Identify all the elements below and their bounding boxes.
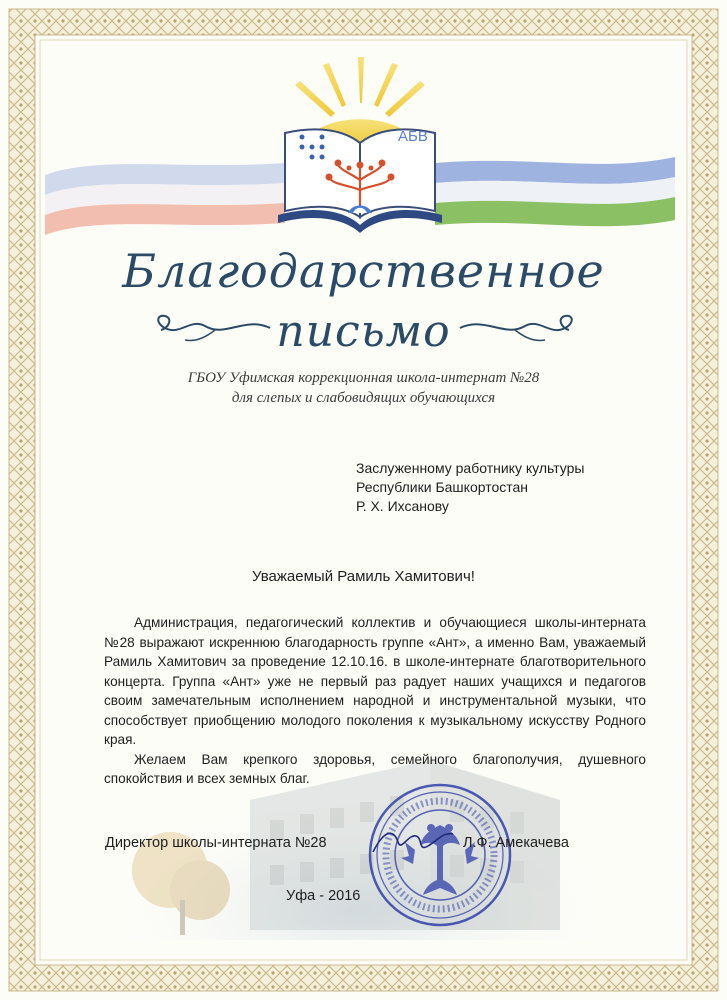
recipient-line-2: Республики Башкортостан: [356, 479, 529, 495]
recipient-line-3: Р. Х. Ихсанову: [356, 498, 449, 514]
letter-body: [104, 613, 646, 789]
body-paragraph-2: Желаем Вам крепкого здоровья, семейного благополучия, душевного спокойствия и всех земных благ.: [104, 751, 646, 786]
title-line-1: Благодарственное: [122, 244, 605, 298]
title-line-2: письмо: [276, 306, 451, 357]
director-title: Директор школы-интерната №28: [105, 835, 327, 851]
organization-line-1: ГБОУ Уфимская коррекционная школа-интернат №28: [187, 370, 540, 386]
logo-book-label: АБВ: [398, 128, 428, 145]
organization-line-2: для слепых и слабовидящих обучающихся: [231, 390, 496, 406]
flag-ribbon-logo: [40, 55, 680, 255]
handwritten-signature: [368, 822, 458, 862]
flourish-right: [455, 308, 585, 348]
flourish-left: [145, 308, 275, 348]
recipient-line-1: Заслуженному работнику культуры: [356, 460, 585, 476]
place-date: Уфа - 2016: [286, 888, 361, 904]
body-paragraph-1: Администрация, педагогический коллектив и обучающиеся школы-интерната №28 выражают искреннюю благодарность группе «Ант», а именно Вам, уважаемый Рамиль Хамитович за проведение 12.10.16. в школе-интернате благотворительного концерта. Группа «Ант» уже не первый раз радует наших учащихся и педагогов своим замечательным исполнением народной и инструментальной музыки, что способствует приобщению молодого поколения к музыкальному искусству Родного края.: [104, 615, 646, 747]
director-name: Л.Ф. Амекачева: [463, 835, 569, 851]
salutation: Уважаемый Рамиль Хамитович!: [252, 568, 475, 585]
